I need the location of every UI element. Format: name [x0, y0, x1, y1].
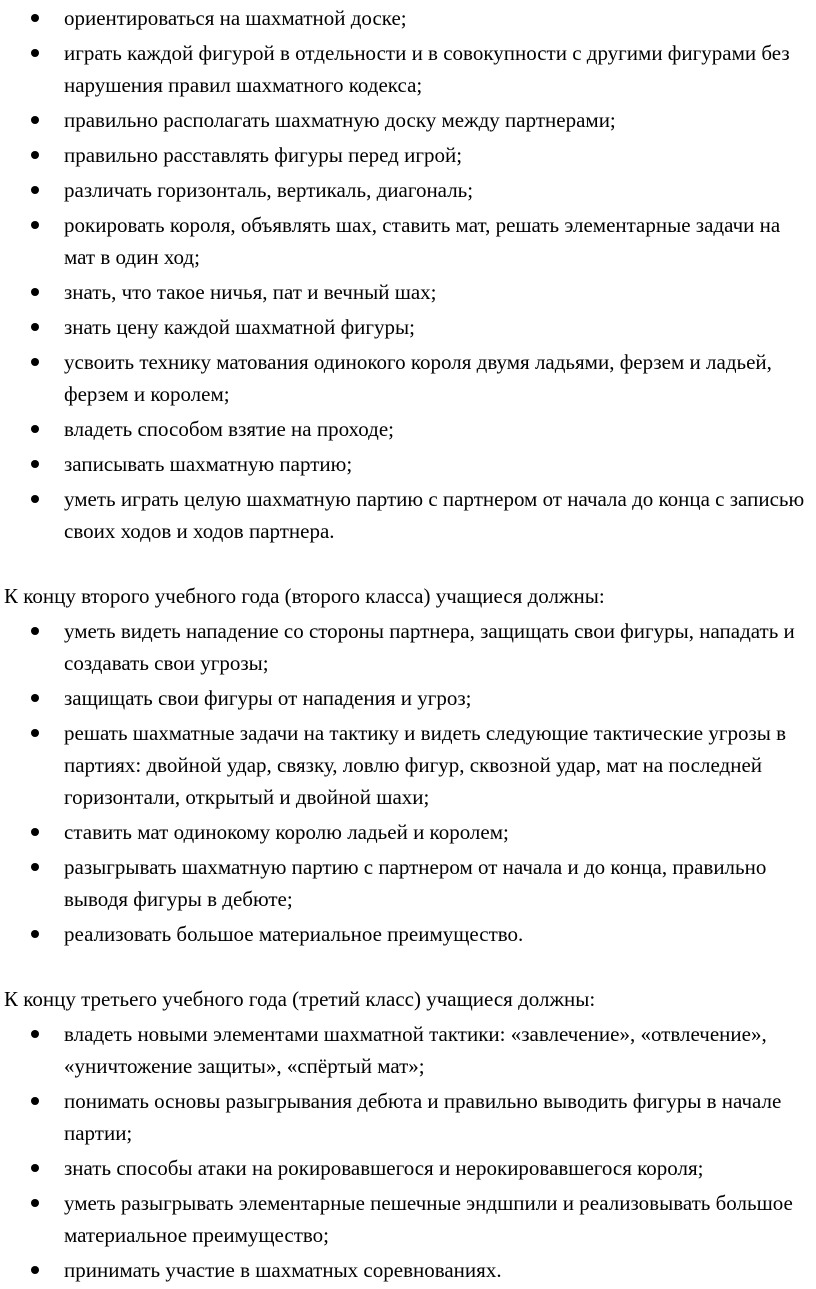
bullet-icon [31, 116, 39, 124]
list-item [0, 209, 816, 273]
list-item [0, 346, 816, 410]
list-item-text: различать горизонталь, вертикаль, диагональ; [64, 178, 474, 202]
list-item [0, 311, 816, 343]
list-item [0, 37, 816, 101]
list-item [0, 1254, 816, 1286]
bullet-icon [31, 460, 39, 468]
list-item-text: усвоить технику матования одинокого короля двумя ладьями, ферзем и ладьей, ферзем и королем; [64, 350, 772, 406]
list-item [0, 1085, 816, 1149]
bullet-icon [31, 1266, 39, 1274]
list-item-text: ставить мат одинокому королю ладьей и королем; [64, 820, 509, 844]
list-item [0, 483, 816, 547]
list-item [0, 448, 816, 480]
section3-intro: К концу третьего учебного года (третий класс) учащиеся должны: [4, 987, 596, 1011]
bullet-icon [31, 358, 39, 366]
list-item-text: владеть способом взятие на проходе; [64, 417, 394, 441]
list-item [0, 1018, 816, 1082]
bullet-icon [31, 930, 39, 938]
list-item-text: уметь видеть нападение со стороны партнера, защищать свои фигуры, нападать и создавать свои угрозы; [64, 619, 795, 675]
bullet-icon [31, 1097, 39, 1105]
list-item-text: уметь играть целую шахматную партию с партнером от начала до конца с записью своих ходов и ходов партнера. [64, 487, 805, 543]
list-item [0, 717, 816, 813]
list-item [0, 276, 816, 308]
bullet-icon [31, 495, 39, 503]
bullet-icon [31, 288, 39, 296]
list-item [0, 104, 816, 136]
list-item-text: правильно расставлять фигуры перед игрой; [64, 143, 463, 167]
list-item [0, 918, 816, 950]
section2-list [0, 615, 816, 950]
bullet-icon [31, 186, 39, 194]
bullet-icon [31, 863, 39, 871]
list-item-text: знать способы атаки на рокировавшегося и нерокировавшегося короля; [64, 1156, 704, 1180]
bullet-icon [31, 151, 39, 159]
bullet-icon [31, 221, 39, 229]
list-item [0, 2, 816, 34]
list-item [0, 682, 816, 714]
list-item-text: правильно располагать шахматную доску между партнерами; [64, 108, 616, 132]
list-item-text: защищать свои фигуры от нападения и угроз; [64, 686, 472, 710]
list-item-text: ориентироваться на шахматной доске; [64, 6, 407, 30]
list-item [0, 1152, 816, 1184]
bullet-icon [31, 49, 39, 57]
bullet-icon [31, 1199, 39, 1207]
section-gap [0, 953, 816, 983]
list-item [0, 615, 816, 679]
list-item [0, 851, 816, 915]
list-item-text: знать, что такое ничья, пат и вечный шах; [64, 280, 437, 304]
list-item-text: разыгрывать шахматную партию с партнером от начала и до конца, правильно выводя фигуры в дебюте; [64, 855, 767, 911]
list-item-text: играть каждой фигурой в отдельности и в совокупности с другими фигурами без нарушения правил шахматного кодекса; [64, 41, 790, 97]
bullet-icon [31, 627, 39, 635]
list-item [0, 174, 816, 206]
list-item [0, 816, 816, 848]
bullet-icon [31, 828, 39, 836]
list-item-text: понимать основы разыгрывания дебюта и правильно выводить фигуры в начале партии; [64, 1089, 782, 1145]
list-item-text: знать цену каждой шахматной фигуры; [64, 315, 415, 339]
bullet-icon [31, 1164, 39, 1172]
list-item-text: владеть новыми элементами шахматной тактики: «завлечение», «отвлечение», «уничтожение защиты», «спёртый мат»; [64, 1022, 767, 1078]
list-item [0, 139, 816, 171]
bullet-icon [31, 729, 39, 737]
bullet-icon [31, 425, 39, 433]
bullet-icon [31, 694, 39, 702]
list-item-text: рокировать короля, объявлять шах, ставить мат, решать элементарные задачи на мат в один ход; [64, 213, 781, 269]
list-item-text: реализовать большое материальное преимущество. [64, 922, 524, 946]
list-item [0, 413, 816, 445]
bullet-icon [31, 14, 39, 22]
section3-list [0, 1018, 816, 1286]
bullet-icon [31, 1030, 39, 1038]
section2-intro: К концу второго учебного года (второго класса) учащиеся должны: [4, 584, 605, 608]
list-item [0, 1187, 816, 1251]
section1-list [0, 2, 816, 547]
list-item-text: принимать участие в шахматных соревнованиях. [64, 1258, 502, 1282]
list-item-text: записывать шахматную партию; [64, 452, 353, 476]
list-item-text: решать шахматные задачи на тактику и видеть следующие тактические угрозы в партиях: двойной удар, связку, ловлю фигур, сквозной удар, мат на последней горизонтали, открытый и двойной шахи; [64, 721, 787, 809]
bullet-icon [31, 323, 39, 331]
list-item-text: уметь разыгрывать элементарные пешечные эндшпили и реализовывать большое материальное преимущество; [64, 1191, 793, 1247]
section-gap [0, 550, 816, 580]
